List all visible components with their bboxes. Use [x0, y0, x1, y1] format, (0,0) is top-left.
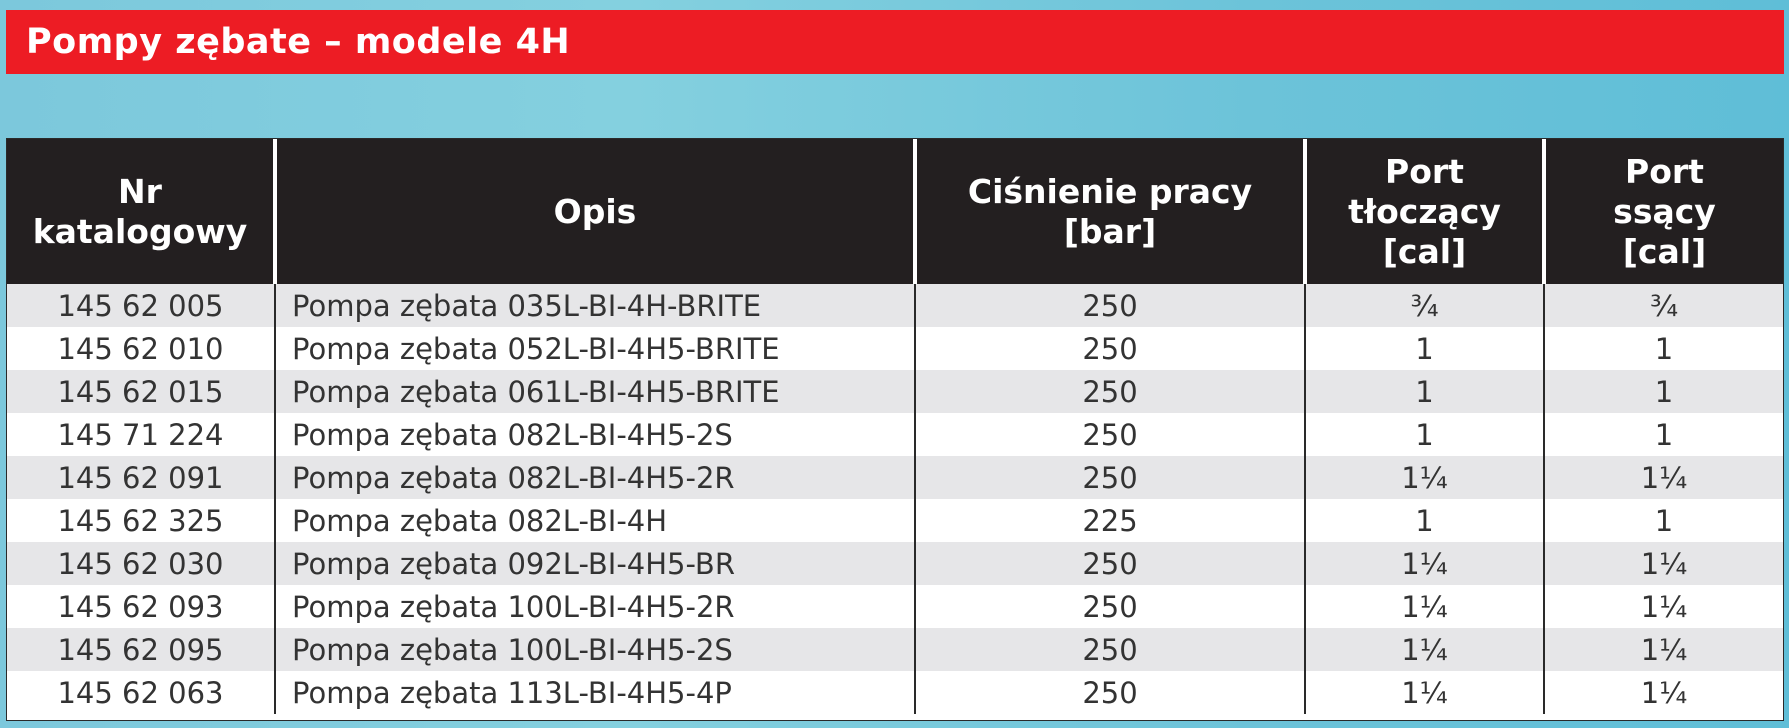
cell-cisnienie: 250 [915, 413, 1305, 456]
cell-cisnienie: 250 [915, 671, 1305, 714]
table-row [7, 499, 1783, 542]
cell-port-ssacy: 1¼ [1544, 585, 1783, 628]
cell-opis: Pompa zębata 092L-BI-4H5-BR [275, 542, 915, 585]
table-row [7, 413, 1783, 456]
cell-cisnienie: 250 [915, 284, 1305, 327]
cell-port-tloczacy: 1¼ [1305, 585, 1544, 628]
table-row [7, 542, 1783, 585]
header-port-tloczacy [1305, 139, 1544, 284]
header-line: [cal] [1622, 231, 1707, 271]
cell-nr-katalogowy: 145 62 005 [7, 284, 275, 327]
cell-port-tloczacy: 1¼ [1305, 671, 1544, 714]
header-line: katalogowy [32, 211, 248, 251]
cell-nr-katalogowy: 145 62 325 [7, 499, 275, 542]
cell-nr-katalogowy: 145 62 010 [7, 327, 275, 370]
cell-port-ssacy: 1 [1544, 370, 1783, 413]
cell-port-tloczacy: 1 [1305, 413, 1544, 456]
cell-port-ssacy: 1¼ [1544, 628, 1783, 671]
header-line: tłoczący [1348, 191, 1501, 231]
cell-port-ssacy: 1 [1544, 499, 1783, 542]
cell-port-ssacy: 1¼ [1544, 671, 1783, 714]
header-line: [cal] [1382, 231, 1467, 271]
pump-table [7, 139, 1783, 714]
cell-cisnienie: 250 [915, 585, 1305, 628]
header-line: Ciśnienie pracy [967, 171, 1253, 211]
cell-port-ssacy: ¾ [1544, 284, 1783, 327]
header-line: Port [1385, 151, 1464, 191]
cell-opis: Pompa zębata 082L-BI-4H [275, 499, 915, 542]
cell-port-tloczacy: 1¼ [1305, 456, 1544, 499]
cell-port-tloczacy: 1 [1305, 499, 1544, 542]
header-port-ssacy [1544, 139, 1783, 284]
cell-nr-katalogowy: 145 62 015 [7, 370, 275, 413]
cell-cisnienie: 250 [915, 370, 1305, 413]
cell-port-tloczacy: 1¼ [1305, 542, 1544, 585]
cell-port-ssacy: 1¼ [1544, 456, 1783, 499]
cell-port-tloczacy: 1 [1305, 327, 1544, 370]
cell-cisnienie: 225 [915, 499, 1305, 542]
header-line: Port [1625, 151, 1704, 191]
cell-port-ssacy: 1¼ [1544, 542, 1783, 585]
table-row [7, 585, 1783, 628]
cell-opis: Pompa zębata 082L-BI-4H5-2S [275, 413, 915, 456]
table-row [7, 628, 1783, 671]
cell-port-ssacy: 1 [1544, 327, 1783, 370]
cell-port-ssacy: 1 [1544, 413, 1783, 456]
cell-nr-katalogowy: 145 62 093 [7, 585, 275, 628]
cell-opis: Pompa zębata 100L-BI-4H5-2S [275, 628, 915, 671]
header-row [7, 139, 1783, 284]
header-line: Nr [118, 171, 162, 211]
cell-cisnienie: 250 [915, 327, 1305, 370]
cell-port-tloczacy: 1¼ [1305, 628, 1544, 671]
header-cisnienie-pracy [915, 139, 1305, 284]
pump-table-container [6, 138, 1784, 721]
cell-cisnienie: 250 [915, 542, 1305, 585]
cell-nr-katalogowy: 145 62 095 [7, 628, 275, 671]
table-row [7, 327, 1783, 370]
header-opis [275, 139, 915, 284]
cell-cisnienie: 250 [915, 456, 1305, 499]
cell-nr-katalogowy: 145 71 224 [7, 413, 275, 456]
page-title: Pompy zębate – modele 4H [26, 22, 571, 62]
cell-nr-katalogowy: 145 62 030 [7, 542, 275, 585]
title-banner [6, 10, 1784, 74]
table-body [7, 284, 1783, 714]
cell-opis: Pompa zębata 100L-BI-4H5-2R [275, 585, 915, 628]
header-line: Opis [553, 191, 637, 231]
table-row [7, 671, 1783, 714]
cell-opis: Pompa zębata 113L-BI-4H5-4P [275, 671, 915, 714]
cell-opis: Pompa zębata 035L-BI-4H-BRITE [275, 284, 915, 327]
table-header [7, 139, 1783, 284]
table-row [7, 456, 1783, 499]
header-line: ssący [1613, 191, 1716, 231]
cell-nr-katalogowy: 145 62 091 [7, 456, 275, 499]
header-nr-katalogowy [7, 139, 275, 284]
table-row [7, 284, 1783, 327]
cell-opis: Pompa zębata 052L-BI-4H5-BRITE [275, 327, 915, 370]
table-row [7, 370, 1783, 413]
cell-cisnienie: 250 [915, 628, 1305, 671]
header-line: [bar] [1063, 211, 1157, 251]
cell-opis: Pompa zębata 082L-BI-4H5-2R [275, 456, 915, 499]
cell-port-tloczacy: ¾ [1305, 284, 1544, 327]
cell-nr-katalogowy: 145 62 063 [7, 671, 275, 714]
cell-opis: Pompa zębata 061L-BI-4H5-BRITE [275, 370, 915, 413]
cell-port-tloczacy: 1 [1305, 370, 1544, 413]
